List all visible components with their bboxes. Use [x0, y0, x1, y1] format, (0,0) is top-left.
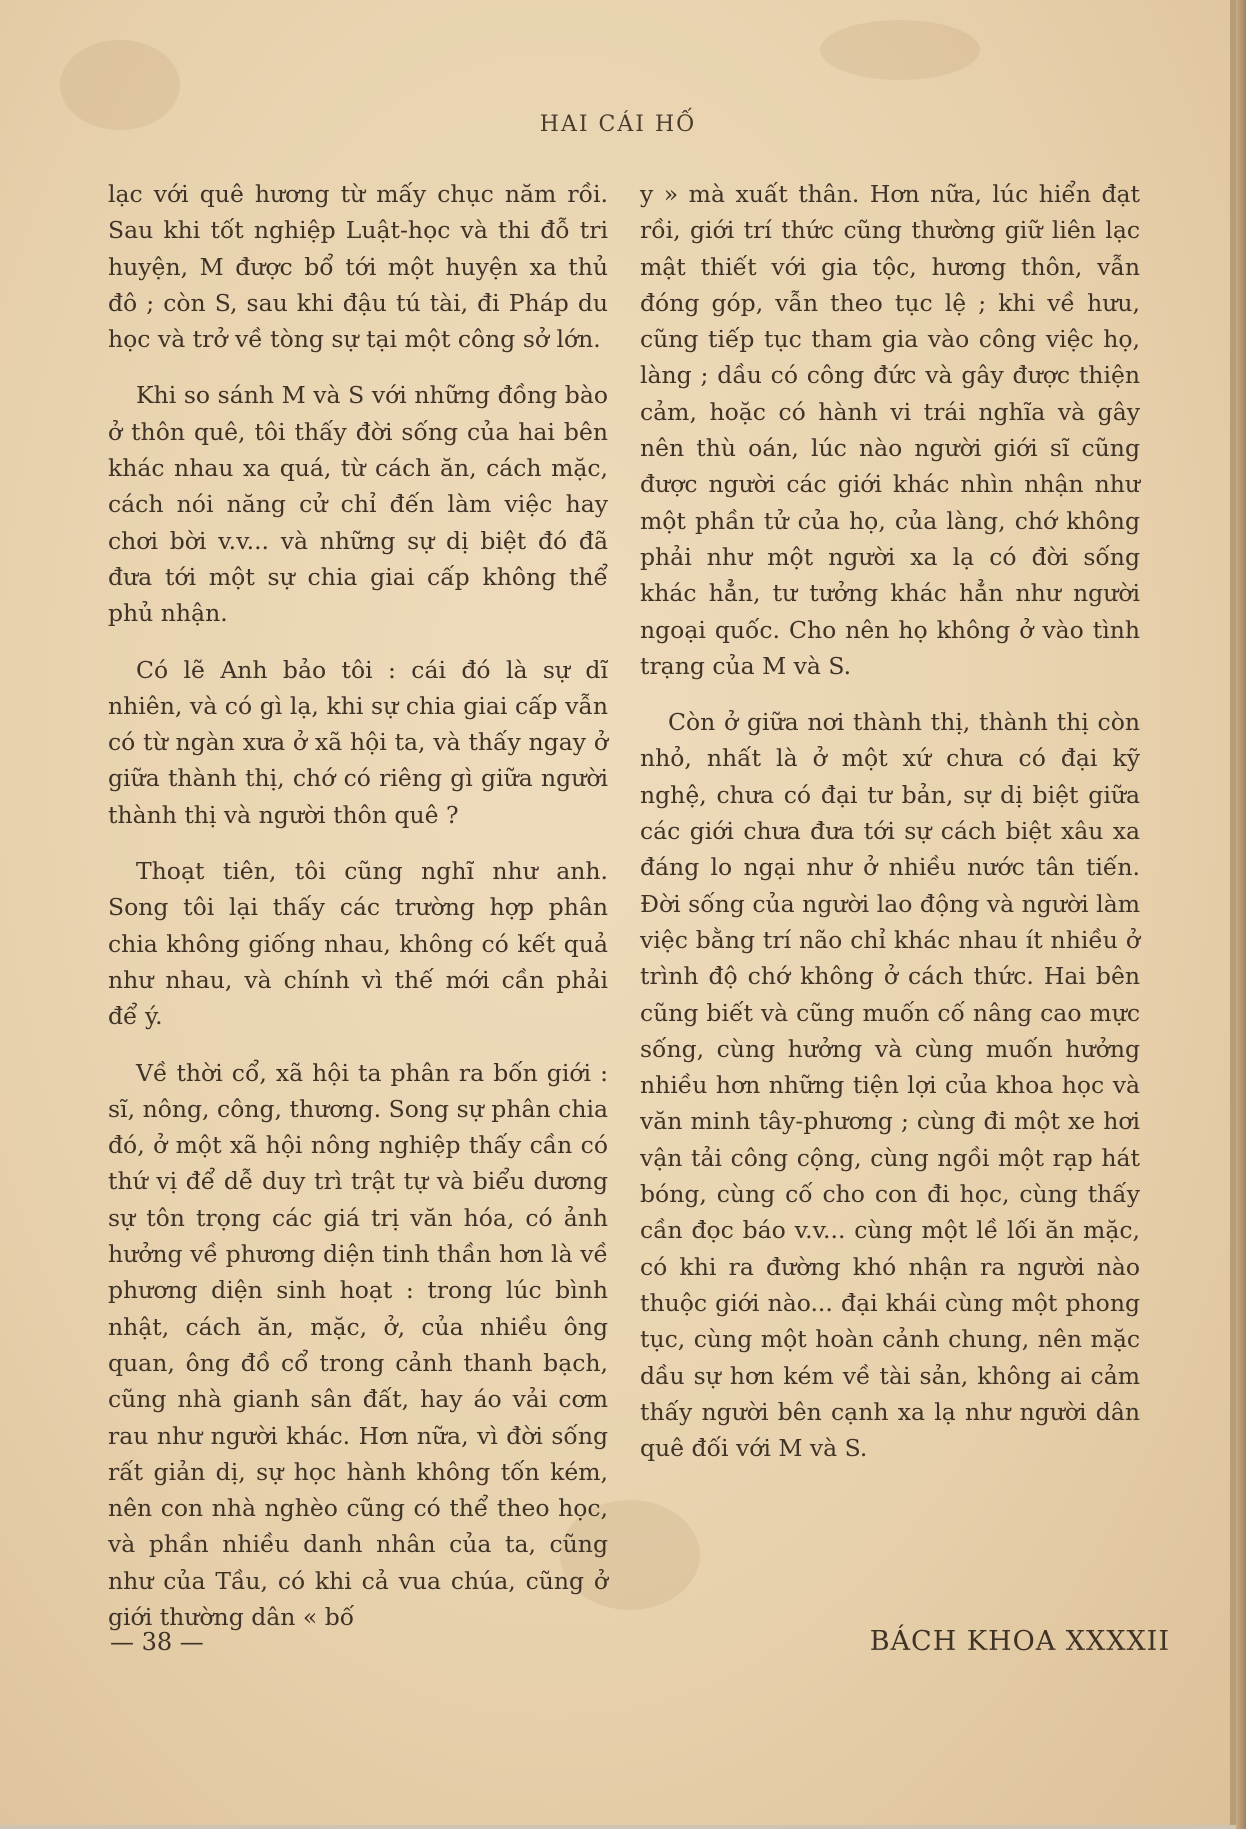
magazine-name: BÁCH KHOA XXXXII: [869, 1626, 1170, 1657]
paragraph: Còn ở giữa nơi thành thị, thành thị còn nhỏ, nhất là ở một xứ chưa có đại kỹ nghệ, chưa có đại tư bản, sự dị biệt giữa các giới chưa đưa tới sự cách biệt xâu xa đáng lo ngại như ở nhiều nước tân tiến. Đời sống của người lao động và người làm việc bằng trí não chỉ khác nhau ít nhiều ở trình độ chớ không ở cách thức. Hai bên cũng biết và cũng muốn cố nâng cao mực sống, cùng hưởng và cùng muốn hưởng nhiều hơn những tiện lợi của khoa học và văn minh tây-phương ; cùng đi một xe hơi vận tải công cộng, cùng ngồi một rạp hát bóng, cùng cố cho con đi học, cùng thấy cần đọc báo v.v... cùng một lề lối ăn mặc, có khi ra đường khó nhận ra người nào thuộc giới nào... đại khái cùng một phong tục, cùng một hoàn cảnh chung, nên mặc dầu sự hơn kém về tài sản, không ai cảm thấy người bên cạnh xa lạ như người dân quê đối với M và S.: [640, 708, 1140, 1463]
left-column: [108, 176, 608, 1635]
paragraph: Có lẽ Anh bảo tôi : cái đó là sự dĩ nhiên, và có gì lạ, khi sự chia giai cấp vẫn có từ ngàn xưa ở xã hội ta, và thấy ngay ở giữa thành thị, chớ có riêng gì giữa người thành thị và người thôn quê ?: [108, 655, 608, 829]
paragraph: y » mà xuất thân. Hơn nữa, lúc hiển đạt rồi, giới trí thức cũng thường giữ liên lạc mật thiết với gia tộc, hương thôn, vẫn đóng góp, vẫn theo tục lệ ; khi về hưu, cũng tiếp tục tham gia vào công việc họ, làng ; dầu có công đức và gây được thiện cảm, hoặc có hành vi trái nghĩa và gây nên thù oán, lúc nào người giới sĩ cũng được người các giới khác nhìn nhận như một phần tử của họ, của làng, chớ không phải như một người xa lạ có đời sống khác hẳn, tư tưởng khác hẳn như người ngoại quốc. Cho nên họ không ở vào tình trạng của M và S.: [640, 180, 1140, 680]
right-column: [640, 176, 1140, 1466]
paragraph: Khi so sánh M và S với những đồng bào ở thôn quê, tôi thấy đời sống của hai bên khác nhau xa quá, từ cách ăn, cách mặc, cách nói năng cử chỉ đến làm việc hay chơi bời v.v... và những sự dị biệt đó đã đưa tới một sự chia giai cấp không thể phủ nhận.: [108, 381, 608, 628]
page-spine-edge: [1236, 0, 1246, 1829]
running-title: HAI CÁI HỐ: [539, 112, 697, 137]
paragraph: Thoạt tiên, tôi cũng nghĩ như anh. Song tôi lại thấy các trường hợp phân chia không giống nhau, không có kết quả như nhau, và chính vì thế mới cần phải để ý.: [108, 857, 608, 1031]
paragraph: lạc với quê hương từ mấy chục năm rồi. Sau khi tốt nghiệp Luật-học và thi đỗ tri huyện, M được bổ tới một huyện xa thủ đô ; còn S, sau khi đậu tú tài, đi Pháp du học và trở về tòng sự tại một công sở lớn.: [108, 180, 608, 354]
page-number: — 38 —: [110, 1628, 204, 1656]
paragraph: Về thời cổ, xã hội ta phân ra bốn giới : sĩ, nông, công, thương. Song sự phân chia đó, ở một xã hội nông nghiệp thấy cần có thứ vị để dễ duy trì trật tự và biểu dương sự tôn trọng các giá trị văn hóa, có ảnh hưởng về phương diện tinh thần hơn là về phương diện sinh hoạt : trong lúc bình nhật, cách ăn, mặc, ở, của nhiều ông quan, ông đồ cổ trong cảnh thanh bạch, cũng nhà gianh sân đất, hay áo vải cơm rau như người khác. Hơn nữa, vì đời sống rất giản dị, sự học hành không tốn kém, nên con nhà nghèo cũng có thể theo học, và phần nhiều danh nhân của ta, cũng như của Tầu, có khi cả vua chúa, cũng ở giới thường dân « bố: [108, 1058, 608, 1631]
paper-stain: [820, 20, 980, 80]
